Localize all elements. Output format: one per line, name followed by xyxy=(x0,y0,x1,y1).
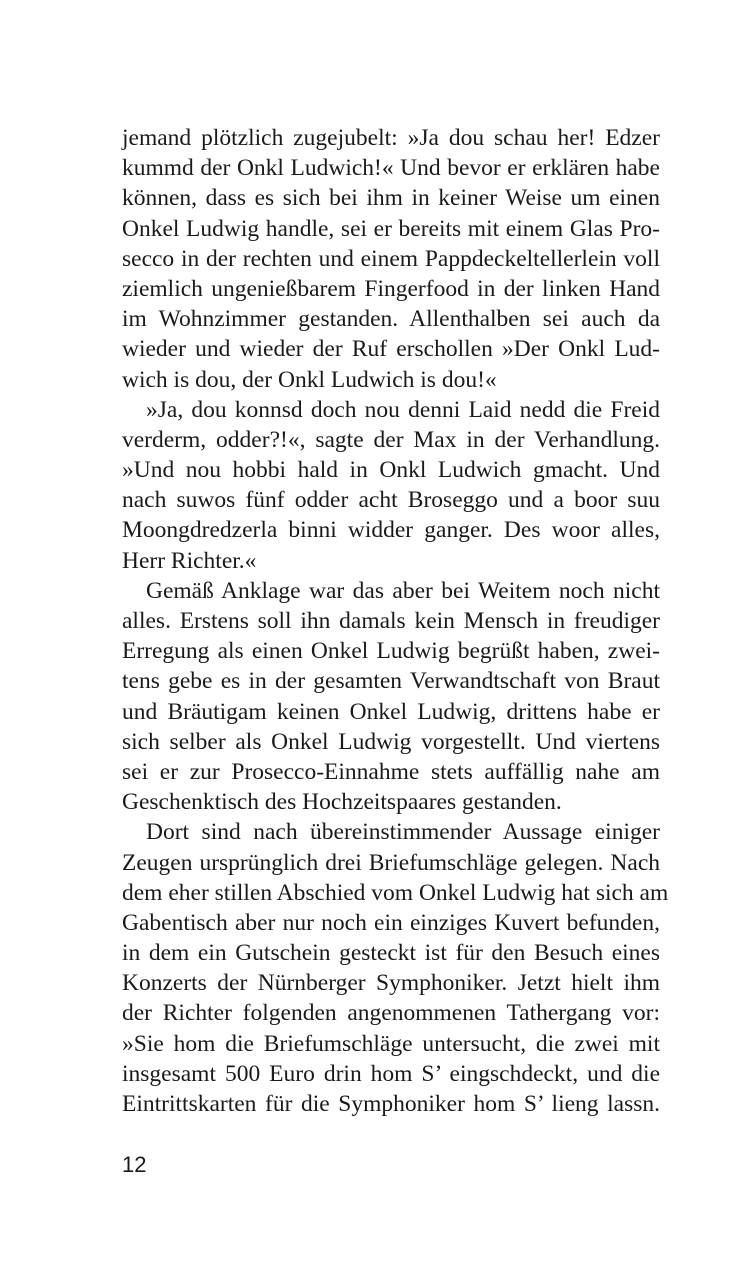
text-line: Konzerts der Nürnberger Symphoniker. Jetzt hielt ihm xyxy=(122,970,660,997)
text-line: insgesamt 500 Euro drin hom S’ eingschdeckt, und die xyxy=(122,1060,660,1087)
text-line: nach suwos fünf odder acht Broseggo und a boor suu xyxy=(122,487,660,514)
text-line: in dem ein Gutschein gesteckt ist für den Besuch eines xyxy=(122,940,660,967)
text-line: kummd der Onkl Ludwich!« Und bevor er erklären habe xyxy=(122,155,660,182)
body-text xyxy=(122,123,669,1119)
text-line: Gemäß Anklage war das aber bei Weitem noch nicht xyxy=(146,577,660,604)
text-line: Herr Richter.« xyxy=(122,547,257,574)
text-line: sich selber als Onkel Ludwig vorgestellt. Und viertens xyxy=(122,728,660,755)
text-line: tens gebe es in der gesamten Verwandtschaft von Braut xyxy=(122,668,660,695)
text-line: Geschenktisch des Hochzeitspaares gestanden. xyxy=(122,789,562,816)
text-line: ziemlich ungenießbarem Fingerfood in der linken Hand xyxy=(122,275,660,302)
text-line: »Ja, dou konnsd doch nou denni Laid nedd die Freid xyxy=(146,396,660,423)
page-number: 12 xyxy=(122,1152,147,1177)
text-line: sei er zur Prosecco-Einnahme stets auffällig nahe am xyxy=(122,758,660,785)
text-line: im Wohnzimmer gestanden. Allenthalben sei auch da xyxy=(122,306,660,333)
text-line: wich is dou, der Onkl Ludwich is dou!« xyxy=(122,366,497,393)
text-line: wieder und wieder der Ruf erschollen »Der Onkl Lud- xyxy=(122,336,660,363)
text-line: Moongdredzerla binni widder ganger. Des woor alles, xyxy=(122,517,660,544)
text-line: Eintrittskarten für die Symphoniker hom S’ lieng lassn. xyxy=(122,1091,660,1117)
text-line: jemand plötzlich zugejubelt: »Ja dou schau her! Edzer xyxy=(122,125,660,151)
text-line: »Sie hom die Briefumschläge untersucht, die zwei mit xyxy=(122,1030,660,1057)
text-line: secco in der rechten und einem Pappdeckeltellerlein voll xyxy=(122,245,660,272)
text-line: »Und nou hobbi hald in Onkl Ludwich gmacht. Und xyxy=(122,457,660,484)
text-line: der Richter folgenden angenommenen Tathergang vor: xyxy=(122,1000,660,1027)
text-line: Erregung als einen Onkel Ludwig begrüßt haben, zwei- xyxy=(122,638,660,665)
text-line: Onkel Ludwig handle, sei er bereits mit einem Glas Pro- xyxy=(122,215,660,242)
text-line: Gabentisch aber nur noch ein einziges Kuvert befunden, xyxy=(122,909,660,936)
text-line: können, dass es sich bei ihm in keiner Weise um einen xyxy=(122,185,660,212)
text-line: und Bräutigam keinen Onkel Ludwig, drittens habe er xyxy=(122,698,660,725)
text-line: alles. Erstens soll ihn damals kein Mensch in freudiger xyxy=(122,608,660,634)
text-line: Zeugen ursprünglich drei Briefumschläge gelegen. Nach xyxy=(122,849,660,876)
text-line: verderm, odder?!«, sagte der Max in der Verhandlung. xyxy=(122,426,660,453)
text-line: dem eher stillen Abschied vom Onkel Ludwig hat sich am xyxy=(122,879,669,906)
text-line: Dort sind nach übereinstimmender Aussage einiger xyxy=(146,819,660,846)
